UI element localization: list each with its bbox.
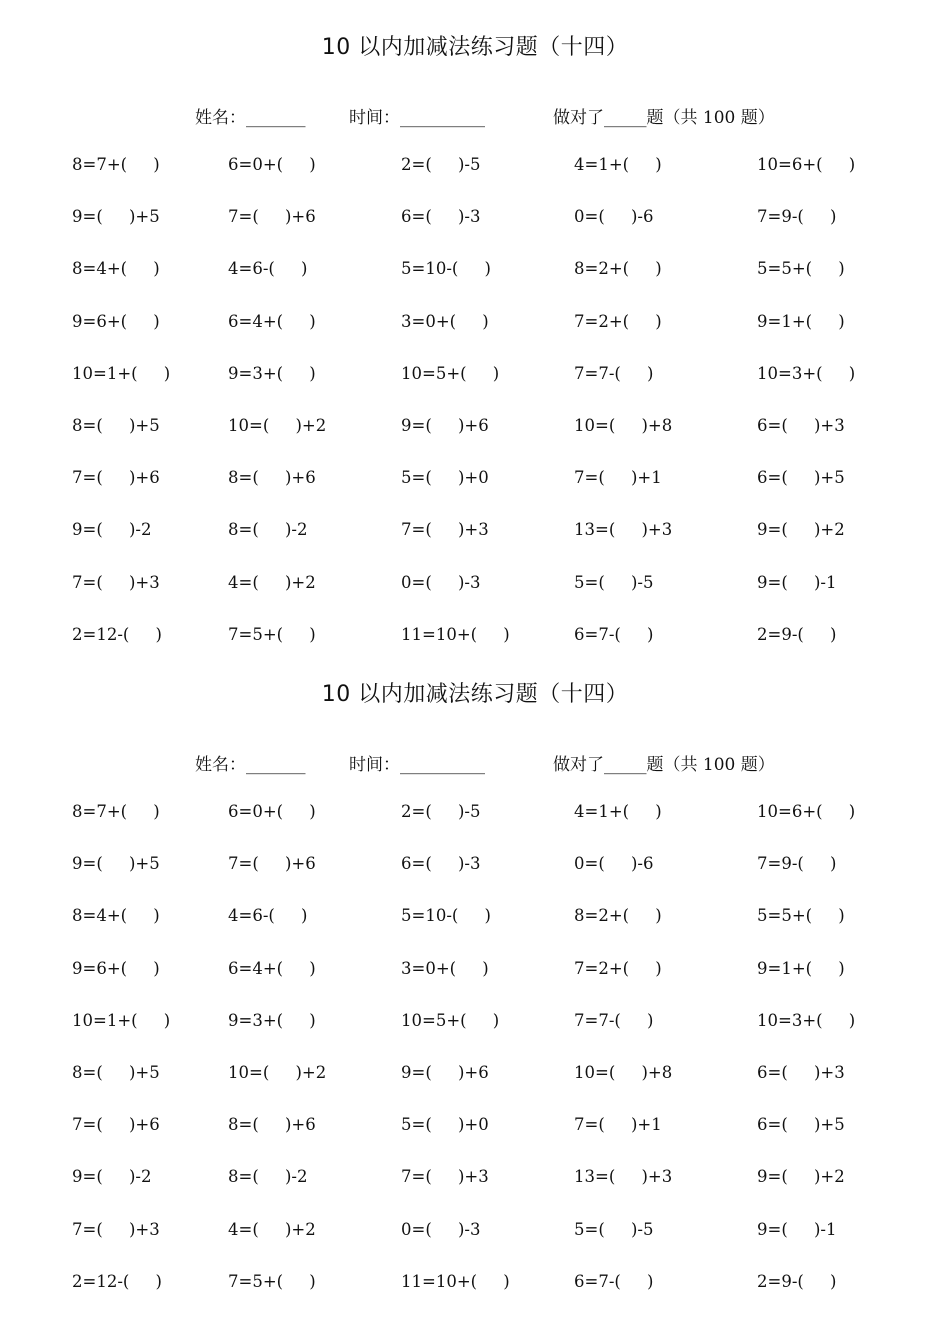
math-problem: 8=( )+6 [228, 468, 316, 488]
math-problem: 5=( )-5 [574, 572, 654, 592]
math-problem: 7=9-( ) [757, 207, 837, 227]
math-problem: 9=3+( ) [228, 363, 316, 383]
math-problem: 9=( )+5 [72, 854, 160, 874]
name-field-label: 姓名：_______ [195, 108, 306, 128]
worksheet-title: 10 以内加减法练习题（十四） [321, 682, 629, 707]
math-problem: 9=6+( ) [72, 958, 160, 978]
math-problem: 7=2+( ) [574, 311, 662, 331]
math-problem: 8=4+( ) [72, 259, 160, 279]
math-problem: 6=0+( ) [228, 802, 316, 821]
math-problem: 7=7-( ) [574, 1010, 654, 1030]
math-problem: 10=3+( ) [757, 1010, 856, 1030]
problem-row [0, 790, 950, 842]
math-problem: 4=6-( ) [228, 906, 308, 926]
score-field-label: 做对了_____题（共 100 题） [553, 108, 775, 128]
math-problem: 7=( )+3 [401, 1167, 489, 1187]
math-problem: 9=( )+6 [401, 415, 489, 435]
problem-grid [0, 143, 950, 665]
math-problem: 7=( )+6 [228, 207, 316, 227]
problem-row [0, 1260, 950, 1312]
math-problem: 4=6-( ) [228, 259, 308, 279]
math-problem: 9=( )+6 [401, 1062, 489, 1082]
math-problem: 8=( )+5 [72, 415, 160, 435]
problem-row [0, 1155, 950, 1207]
math-problem: 9=( )-2 [72, 520, 152, 540]
math-problem: 8=( )+5 [72, 1062, 160, 1082]
math-problem: 9=( )-1 [757, 1219, 837, 1239]
math-problem: 6=( )+5 [757, 1115, 845, 1135]
math-problem: 13=( )+3 [574, 1167, 673, 1187]
problem-row [0, 947, 950, 999]
math-problem: 10=1+( ) [72, 1010, 171, 1030]
student-info-line [0, 103, 950, 127]
math-problem: 7=( )+3 [401, 520, 489, 540]
math-problem: 6=4+( ) [228, 958, 316, 978]
math-problem: 6=7-( ) [574, 1271, 654, 1291]
math-problem: 5=5+( ) [757, 906, 845, 926]
math-problem: 9=( )+2 [757, 1167, 845, 1187]
math-problem: 6=( )+3 [757, 415, 845, 435]
math-problem: 8=2+( ) [574, 906, 662, 926]
math-problem: 5=5+( ) [757, 259, 845, 279]
math-problem: 7=5+( ) [228, 624, 316, 644]
math-problem: 7=( )+6 [72, 468, 160, 488]
math-problem: 11=10+( ) [401, 624, 510, 644]
math-problem: 0=( )-6 [574, 854, 654, 874]
problem-row [0, 1208, 950, 1260]
math-problem: 7=9-( ) [757, 854, 837, 874]
math-problem: 5=( )-5 [574, 1219, 654, 1239]
math-problem: 4=( )+2 [228, 1219, 316, 1239]
math-problem: 7=7-( ) [574, 363, 654, 383]
problem-row [0, 247, 950, 299]
problem-row [0, 456, 950, 508]
math-problem: 9=1+( ) [757, 311, 845, 331]
math-problem: 6=7-( ) [574, 624, 654, 644]
math-problem: 9=( )-1 [757, 572, 837, 592]
student-info-line [0, 750, 950, 774]
problem-row [0, 143, 950, 195]
problem-row [0, 352, 950, 404]
math-problem: 0=( )-6 [574, 207, 654, 227]
math-problem: 3=0+( ) [401, 311, 489, 331]
math-problem: 5=10-( ) [401, 259, 491, 279]
math-problem: 5=( )+0 [401, 1115, 489, 1135]
math-problem: 7=( )+6 [72, 1115, 160, 1135]
math-problem: 2=9-( ) [757, 624, 837, 644]
math-problem: 2=( )-5 [401, 802, 481, 821]
math-problem: 10=3+( ) [757, 363, 856, 383]
math-problem: 7=( )+1 [574, 468, 662, 488]
math-problem: 6=( )+3 [757, 1062, 845, 1082]
math-problem: 10=1+( ) [72, 363, 171, 383]
math-problem: 9=1+( ) [757, 958, 845, 978]
math-problem: 10=( )+8 [574, 1062, 673, 1082]
math-problem: 7=( )+3 [72, 572, 160, 592]
name-field-label: 姓名：_______ [195, 755, 306, 775]
score-field-label: 做对了_____题（共 100 题） [553, 755, 775, 775]
problem-row [0, 613, 950, 665]
math-problem: 6=( )-3 [401, 854, 481, 874]
math-problem: 10=5+( ) [401, 363, 500, 383]
math-problem: 0=( )-3 [401, 572, 481, 592]
time-field-label: 时间：__________ [349, 755, 485, 775]
math-problem: 8=( )-2 [228, 1167, 308, 1187]
math-problem: 6=( )-3 [401, 207, 481, 227]
math-problem: 2=( )-5 [401, 155, 481, 174]
math-problem: 4=( )+2 [228, 572, 316, 592]
math-problem: 8=7+( ) [72, 155, 160, 174]
math-problem: 10=( )+2 [228, 415, 327, 435]
math-problem: 7=( )+1 [574, 1115, 662, 1135]
math-problem: 7=( )+6 [228, 854, 316, 874]
math-problem: 9=3+( ) [228, 1010, 316, 1030]
problem-row [0, 999, 950, 1051]
math-problem: 10=( )+2 [228, 1062, 327, 1082]
math-problem: 4=1+( ) [574, 802, 662, 821]
math-problem: 8=( )-2 [228, 520, 308, 540]
time-field-label: 时间：__________ [349, 108, 485, 128]
math-problem: 8=( )+6 [228, 1115, 316, 1135]
problem-row [0, 894, 950, 946]
math-problem: 9=( )+5 [72, 207, 160, 227]
math-problem: 5=10-( ) [401, 906, 491, 926]
math-problem: 6=4+( ) [228, 311, 316, 331]
worksheet-title: 10 以内加减法练习题（十四） [321, 35, 629, 60]
math-problem: 3=0+( ) [401, 958, 489, 978]
math-problem: 6=0+( ) [228, 155, 316, 174]
problem-row [0, 842, 950, 894]
math-problem: 10=6+( ) [757, 802, 856, 821]
math-problem: 10=6+( ) [757, 155, 856, 174]
math-problem: 8=7+( ) [72, 802, 160, 821]
math-problem: 0=( )-3 [401, 1219, 481, 1239]
math-problem: 4=1+( ) [574, 155, 662, 174]
problem-grid [0, 790, 950, 1312]
math-problem: 2=12-( ) [72, 1271, 162, 1291]
math-problem: 8=4+( ) [72, 906, 160, 926]
problem-row [0, 195, 950, 247]
math-problem: 2=12-( ) [72, 624, 162, 644]
math-problem: 9=6+( ) [72, 311, 160, 331]
math-problem: 8=2+( ) [574, 259, 662, 279]
math-problem: 7=( )+3 [72, 1219, 160, 1239]
math-problem: 9=( )+2 [757, 520, 845, 540]
math-problem: 5=( )+0 [401, 468, 489, 488]
math-problem: 11=10+( ) [401, 1271, 510, 1291]
math-problem: 7=5+( ) [228, 1271, 316, 1291]
problem-row [0, 508, 950, 560]
math-problem: 2=9-( ) [757, 1271, 837, 1291]
math-problem: 13=( )+3 [574, 520, 673, 540]
problem-row [0, 1051, 950, 1103]
math-problem: 10=( )+8 [574, 415, 673, 435]
math-problem: 10=5+( ) [401, 1010, 500, 1030]
problem-row [0, 300, 950, 352]
math-problem: 7=2+( ) [574, 958, 662, 978]
math-problem: 6=( )+5 [757, 468, 845, 488]
problem-row [0, 1103, 950, 1155]
problem-row [0, 561, 950, 613]
math-problem: 9=( )-2 [72, 1167, 152, 1187]
problem-row [0, 404, 950, 456]
